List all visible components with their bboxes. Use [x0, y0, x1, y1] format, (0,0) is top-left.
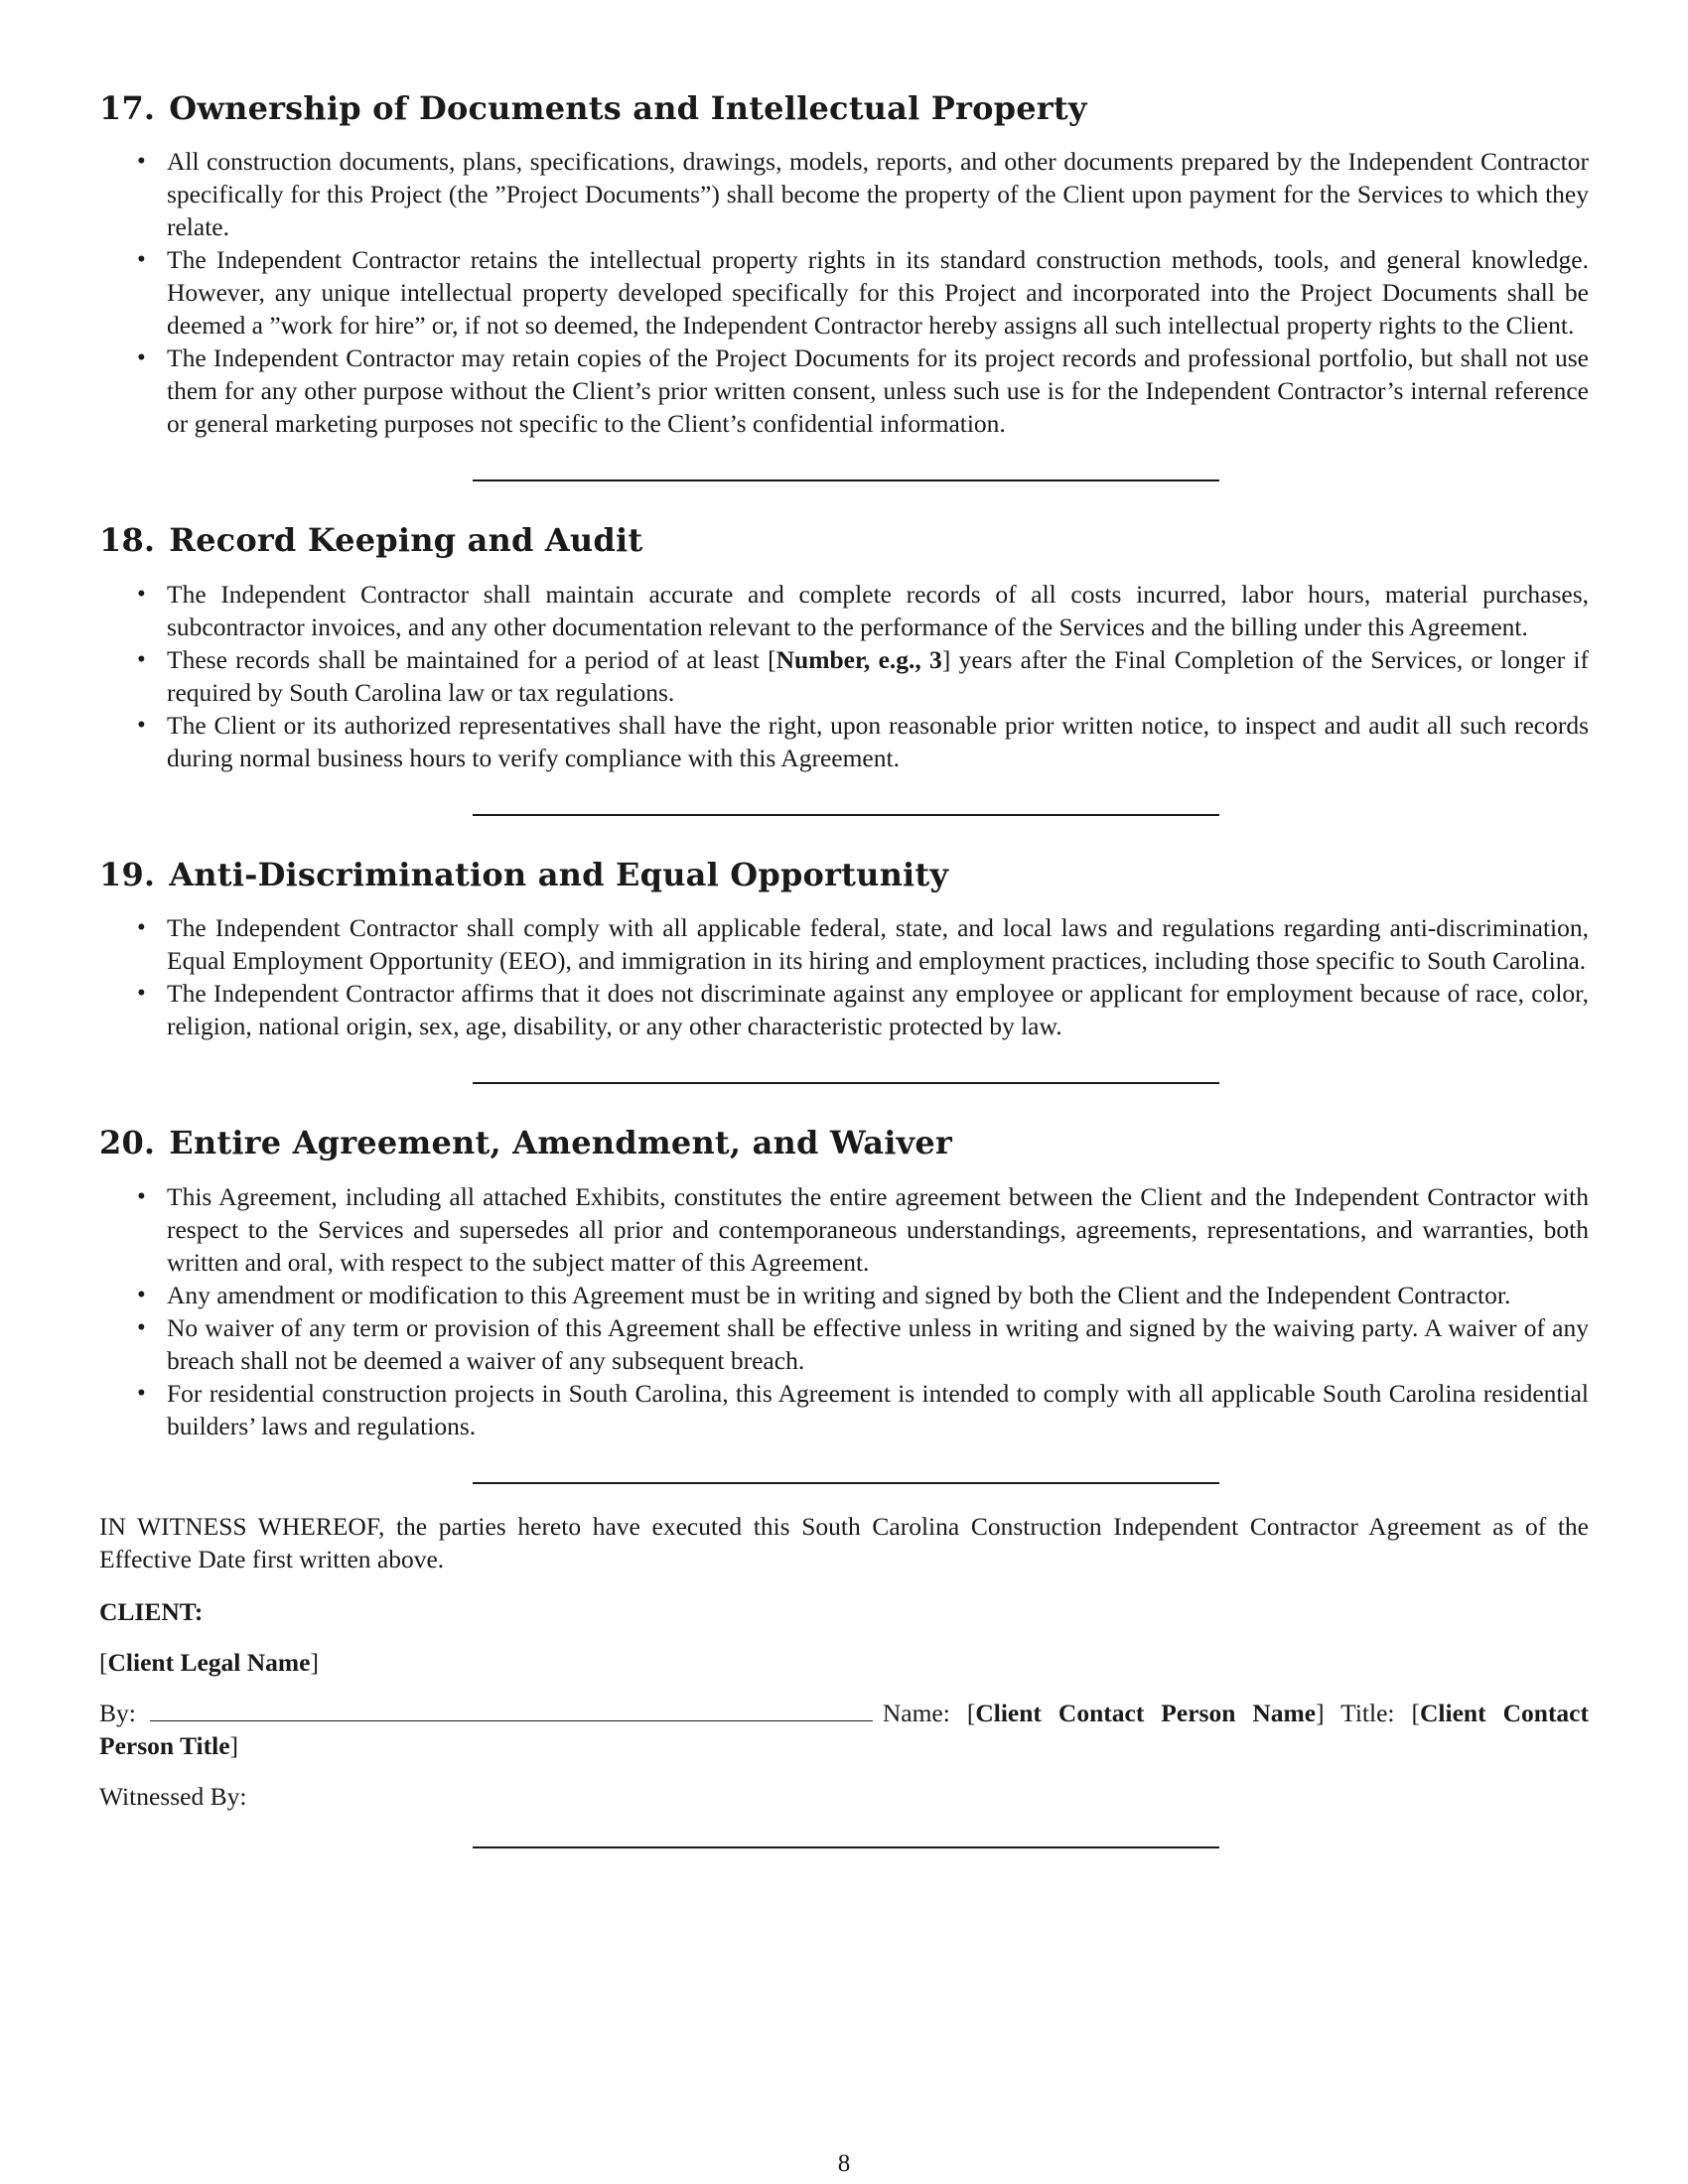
client-legal-name — [99, 1646, 1589, 1679]
client-legal-name-placeholder: Client Legal Name — [107, 1647, 311, 1677]
section-title: Anti-Discrimination and Equal Opportunity — [169, 855, 949, 893]
bullet-list — [99, 145, 1589, 440]
section-18 — [99, 521, 1589, 773]
list-item: • Any amendment or modification to this Agreement must be in writing and signed by both the Client and the Independent Contractor. — [167, 1279, 1589, 1311]
contact-name-placeholder: Client Contact Person Name — [975, 1698, 1317, 1727]
section-divider — [473, 1846, 1219, 1848]
list-item: • The Independent Contractor shall comply with all applicable federal, state, and local laws and regulations regarding anti-discrimination, Equal Employment Opportunity (EEO), and immigration in its hiring and employment practices, including those specific to South Carolina. — [167, 911, 1589, 977]
section-heading — [99, 856, 1589, 893]
section-heading — [99, 521, 1589, 559]
client-heading: CLIENT: — [99, 1596, 204, 1626]
list-item: • The Client or its authorized representatives shall have the right, upon reasonable prior written notice, to inspect and audit all such records during normal business hours to verify compliance with this Agreement. — [167, 709, 1589, 774]
by-label: By: — [99, 1698, 136, 1727]
section-number: 17. — [99, 89, 156, 127]
section-number: 19. — [99, 855, 156, 893]
bracket: ] — [310, 1647, 319, 1677]
bullet-list — [99, 1180, 1589, 1442]
text-segment: ] years after the Final Completion of the Services, or longer if required by South Carolina law or tax regulations. — [167, 644, 1590, 707]
section-divider — [473, 1082, 1219, 1084]
list-item — [167, 643, 1589, 709]
section-heading — [99, 1124, 1589, 1161]
signature-line: By: Name: [Client Contact Person Name] Title: [Client Contact Person Title] — [99, 1698, 1589, 1760]
section-title: Ownership of Documents and Intellectual Property — [169, 89, 1087, 127]
witness-statement: IN WITNESS WHEREOF, the parties hereto have executed this South Carolina Construction Independent Contractor Agreement as of the Effective Date first written above. — [99, 1511, 1589, 1573]
list-item: • The Independent Contractor may retain copies of the Project Documents for its project records and professional portfolio, but shall not use them for any other purpose without the Client’s prior written consent, unless such use is for the Independent Contractor’s internal reference or general marketing purposes not specific to the Client’s confidential information. — [167, 341, 1589, 440]
bullet-list — [99, 578, 1589, 774]
list-item: • The Independent Contractor retains the intellectual property rights in its standard construction methods, tools, and general knowledge. However, any unique intellectual property developed specifically for this Project and incorporated into the Project Documents shall be deemed a ”work for hire” or, if not so deemed, the Independent Contractor hereby assigns all such intellectual property rights to the Client. — [167, 243, 1589, 341]
list-item: • No waiver of any term or provision of this Agreement shall be effective unless in writing and signed by the waiving party. A waiver of any breach shall not be deemed a waiver of any subsequent breach. — [167, 1311, 1589, 1377]
section-title: Entire Agreement, Amendment, and Waiver — [169, 1124, 952, 1162]
title-label: Title: — [1340, 1698, 1395, 1727]
list-item: • All construction documents, plans, specifications, drawings, models, reports, and other documents prepared by the Independent Contractor specifically for this Project (the ”Project Documents”) shall become the property of the Client upon payment for the Services to which they relate. — [167, 145, 1589, 243]
contact-title-placeholder: Client Contact Person Title — [99, 1698, 1589, 1760]
placeholder-field: Number, e.g., 3 — [775, 644, 942, 674]
page-number: 8 — [837, 2150, 851, 2177]
client-signature-block — [99, 1595, 1589, 1813]
section-17 — [99, 89, 1589, 440]
section-20 — [99, 1124, 1589, 1441]
section-number: 18. — [99, 521, 156, 560]
witnessed-by-label: Witnessed By: — [99, 1781, 247, 1811]
bracket: [ — [99, 1647, 108, 1677]
section-heading — [99, 89, 1589, 127]
list-item: • The Independent Contractor shall maintain accurate and complete records of all costs incurred, labor hours, material purchases, subcontractor invoices, and any other documentation relevant to the performance of the Services and the billing under this Agreement. — [167, 578, 1589, 643]
section-divider — [473, 1482, 1219, 1484]
section-number: 20. — [99, 1124, 156, 1162]
name-label: Name: — [882, 1698, 950, 1727]
list-item: • This Agreement, including all attached Exhibits, constitutes the entire agreement between the Client and the Independent Contractor with respect to the Services and supersedes all prior and contemporaneous understandings, agreements, representations, and warranties, both written and oral, with respect to the subject matter of this Agreement. — [167, 1180, 1589, 1279]
section-divider — [473, 814, 1219, 816]
list-item: • The Independent Contractor affirms that it does not discriminate against any employee or applicant for employment because of race, color, religion, national origin, sex, age, disability, or any other characteristic protected by law. — [167, 977, 1589, 1042]
signature-field[interactable] — [150, 1699, 873, 1721]
document-page — [99, 89, 1589, 1888]
text-segment: These records shall be maintained for a period of at least [ — [167, 644, 776, 674]
bullet-list — [99, 911, 1589, 1042]
list-item: • For residential construction projects in South Carolina, this Agreement is intended to comply with all applicable South Carolina residential builders’ laws and regulations. — [167, 1377, 1589, 1442]
section-divider — [473, 479, 1219, 481]
section-title: Record Keeping and Audit — [169, 521, 643, 560]
section-19 — [99, 856, 1589, 1042]
